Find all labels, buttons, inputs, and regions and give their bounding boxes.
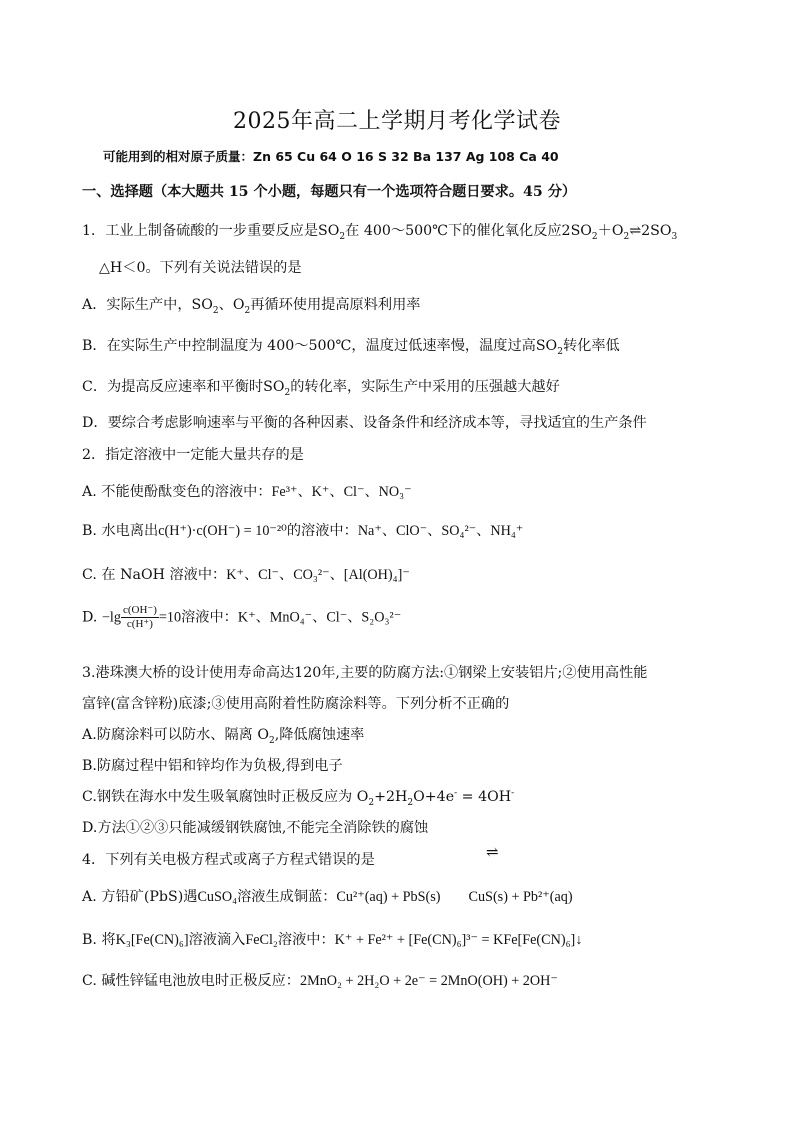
q2-option-a: A. 不能使酚酞变色的溶液中：Fe³⁺、K⁺、Cl⁻、NO₃⁻ xyxy=(82,484,412,500)
q2-option-d: D. −lg $\frac{c(OH^-)}{c(H^+)}$ =10溶液中：K⁺、MnO₄⁻、Cl⁻、S₂O₃²⁻ xyxy=(82,604,402,630)
q3-option-b: B.防腐过程中铝和锌均作为负极,得到电子 xyxy=(82,758,343,774)
q3-stem-line2: 富锌(富含锌粉)底漆;③使用高附着性防腐涂料等。下列分析不正确的 xyxy=(82,696,510,712)
q3-stem-line1: 3.港珠澳大桥的设计使用寿命高达120年,主要的防腐方法:①钢梁上安装铝片;②使用高性能 xyxy=(82,665,648,681)
q4-option-c: C. 碱性锌锰电池放电时正极反应：2MnO₂ + 2H₂O + 2e⁻ = 2MnO(OH) + 2OH⁻ xyxy=(82,973,558,989)
q1-stem: 1．工业上制备硫酸的一步重要反应是$SO_2$在 400～500℃下的催化氧化反应$2SO_2+O_2\rightleftharpoons 2SO_3$ xyxy=(82,223,678,242)
atomic-masses: 可能用到的相对原子质量：Zn 65 Cu 64 O 16 S 32 Ba 137 Ag 108 Ca 40 xyxy=(103,149,559,164)
q1-option-a: A．实际生产中，$SO_2$、$O_2$再循环使用提高原料利用率 xyxy=(82,297,421,316)
q4-option-b: B. 将K₃[Fe(CN)₆]溶液滴入FeCl₂溶液中：K⁺ + Fe²⁺ + [Fe(CN)₆]³⁻ = KFe[Fe(CN)₆]↓ xyxy=(82,932,583,948)
q1-option-b: B．在实际生产中控制温度为 400～500℃，温度过低速率慢，温度过高$SO_2$转化率低 xyxy=(82,338,620,357)
equilibrium-arrow-icon: ⇌ xyxy=(486,843,499,861)
q4-stem: 4．下列有关电极方程式或离子方程式错误的是 xyxy=(82,852,375,868)
q4-option-a: A. 方铅矿(PbS)遇CuSO₄溶液生成铜蓝：Cu²⁺(aq) + PbS(s) CuS(s) + Pb²⁺(aq) xyxy=(82,889,573,905)
q2-option-c: C. 在 NaOH 溶液中：K⁺、Cl⁻、CO₃²⁻、[Al(OH)₄]⁻ xyxy=(82,567,410,583)
q3-option-c: C.钢铁在海水中发生吸氧腐蚀时正极反应为 $O_2+2H_2O+4e^- = 4OH^-$ xyxy=(82,788,515,808)
q1-stem-line2: △H＜0。下列有关说法错误的是 xyxy=(99,260,302,276)
q1-option-d: D．要综合考虑影响速率与平衡的各种因素、设备条件和经济成本等，寻找适宜的生产条件 xyxy=(82,415,647,431)
q2-option-b: B. 水电离出c(H⁺)·c(OH⁻) = 10⁻²⁰的溶液中：Na⁺、ClO⁻、SO₄²⁻、NH₄⁺ xyxy=(82,523,524,539)
page-title: 2025年高二上学期月考化学试卷 xyxy=(233,109,561,134)
q3-option-a: A.防腐涂料可以防水、隔离 $O_2$,降低腐蚀速率 xyxy=(82,727,365,746)
q1-option-c: C．为提高反应速率和平衡时$SO_2$的转化率，实际生产中采用的压强越大越好 xyxy=(82,379,560,398)
section-heading: 一、选择题（本大题共 15 个小题，每题只有一个选项符合题日要求。45 分） xyxy=(82,184,577,200)
ratio-fraction: $\frac{c(OH^-)}{c(H^+)}$ xyxy=(122,604,157,630)
q3-option-d: D.方法①②③只能减缓钢铁腐蚀,不能完全消除铁的腐蚀 xyxy=(82,820,429,836)
q2-stem: 2．指定溶液中一定能大量共存的是 xyxy=(82,447,304,463)
